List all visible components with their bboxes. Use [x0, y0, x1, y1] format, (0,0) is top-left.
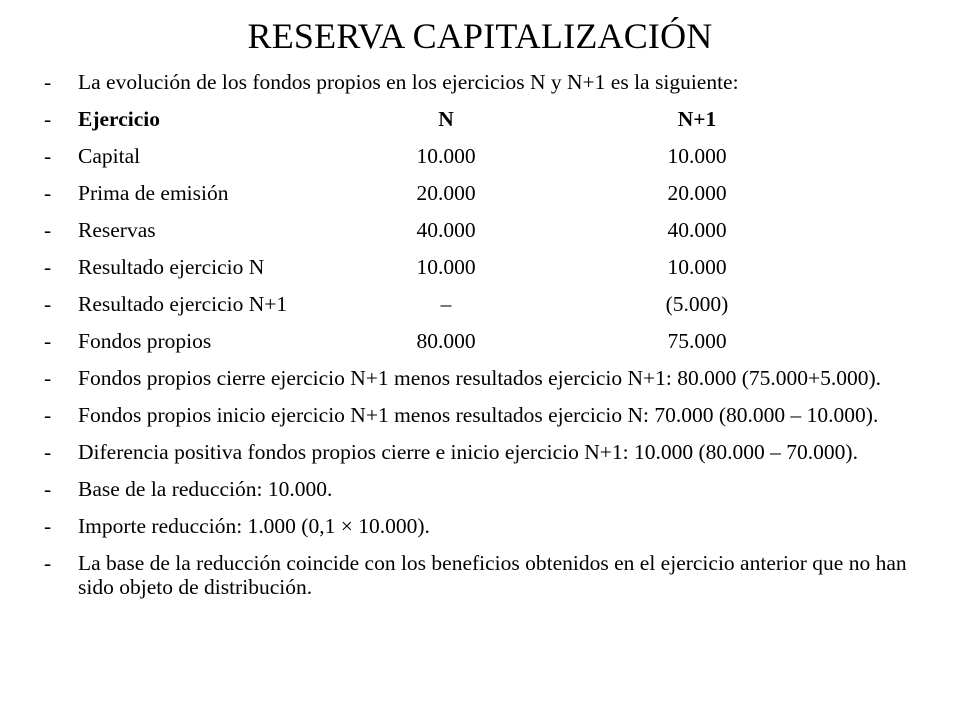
row-value-n: 10.000	[416, 255, 476, 279]
table-row	[44, 292, 924, 316]
bullet-dash: -	[44, 514, 52, 538]
row-value-n: 10.000	[416, 144, 476, 168]
table-header-row	[44, 107, 924, 131]
note-text: Importe reducción: 1.000 (0,1 × 10.000).	[78, 514, 430, 538]
bullet-dash: -	[44, 70, 52, 94]
bullet-dash: -	[44, 107, 52, 131]
table-row	[44, 329, 924, 353]
table-row	[44, 218, 924, 242]
row-label: Capital	[78, 144, 141, 168]
table-row	[44, 144, 924, 168]
row-value-n: 40.000	[416, 218, 476, 242]
bullet-list	[44, 70, 924, 612]
row-value-n1: 40.000	[667, 218, 727, 242]
row-label: Fondos propios	[78, 329, 212, 353]
bullet-dash: -	[44, 181, 52, 205]
note-text: Fondos propios inicio ejercicio N+1 menos resultados ejercicio N: 70.000 (80.000 – 10.000).	[78, 403, 879, 427]
note-text: Fondos propios cierre ejercicio N+1 menos resultados ejercicio N+1: 80.000 (75.000+5.000).	[78, 366, 882, 390]
note-text: La base de la reducción coincide con los beneficios obtenidos en el ejercicio anterior que no han sido objeto de distribución.	[78, 551, 907, 599]
row-value-n1: 10.000	[667, 255, 727, 279]
row-value-n: 20.000	[416, 181, 476, 205]
bullet-dash: -	[44, 255, 52, 279]
note-item	[44, 440, 924, 464]
note-item	[44, 366, 924, 390]
bullet-dash: -	[44, 403, 52, 427]
bullet-dash: -	[44, 551, 52, 575]
row-value-n1: (5.000)	[665, 292, 729, 316]
bullet-dash: -	[44, 477, 52, 501]
header-label: Ejercicio	[78, 107, 160, 131]
note-item	[44, 514, 924, 538]
bullet-dash: -	[44, 218, 52, 242]
table-row	[44, 181, 924, 205]
row-value-n: 80.000	[416, 329, 476, 353]
row-label: Reservas	[78, 218, 156, 242]
bullet-dash: -	[44, 144, 52, 168]
row-label: Resultado ejercicio N+1	[78, 292, 288, 316]
bullet-dash: -	[44, 292, 52, 316]
note-text: Diferencia positiva fondos propios cierre e inicio ejercicio N+1: 10.000 (80.000 – 70.000).	[78, 440, 858, 464]
row-value-n: –	[440, 292, 452, 316]
bullet-dash: -	[44, 440, 52, 464]
header-n: N	[438, 107, 454, 131]
row-label: Prima de emisión	[78, 181, 229, 205]
note-item	[44, 551, 924, 599]
intro-item	[44, 70, 924, 94]
row-value-n1: 20.000	[667, 181, 727, 205]
note-text: Base de la reducción: 10.000.	[78, 477, 333, 501]
intro-text: La evolución de los fondos propios en los ejercicios N y N+1 es la siguiente:	[78, 70, 739, 94]
bullet-dash: -	[44, 329, 52, 353]
bullet-dash: -	[44, 366, 52, 390]
table-row	[44, 255, 924, 279]
row-label: Resultado ejercicio N	[78, 255, 265, 279]
page-title: RESERVA CAPITALIZACIÓN	[247, 16, 713, 56]
note-item	[44, 477, 924, 501]
row-value-n1: 10.000	[667, 144, 727, 168]
header-n1: N+1	[677, 107, 717, 131]
row-value-n1: 75.000	[667, 329, 727, 353]
note-item	[44, 403, 924, 427]
